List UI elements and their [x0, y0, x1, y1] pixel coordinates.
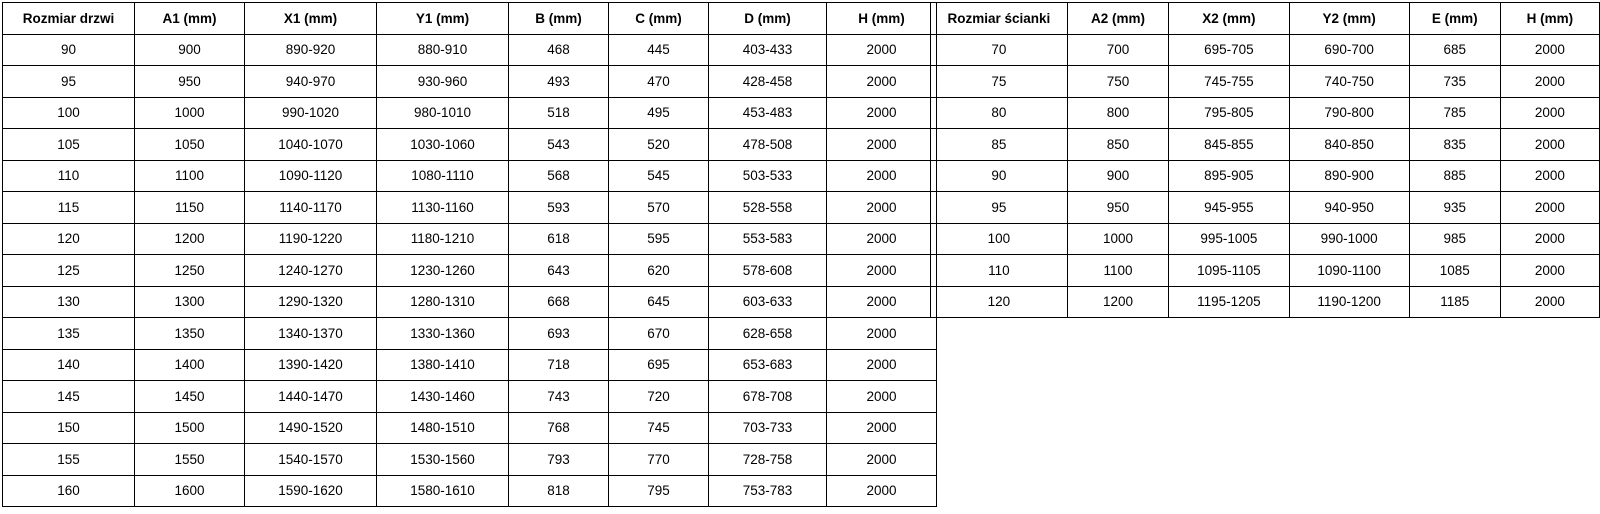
table-cell: 1590-1620	[245, 475, 377, 507]
table-cell: 718	[509, 349, 609, 381]
table-cell: 518	[509, 97, 609, 129]
table-row	[3, 286, 937, 318]
table-cell: 950	[1067, 192, 1168, 224]
table-row	[931, 223, 1600, 255]
table-cell: 645	[609, 286, 709, 318]
table-cell: 130	[3, 286, 135, 318]
column-header: B (mm)	[509, 3, 609, 35]
table-cell: 1380-1410	[377, 349, 509, 381]
table-cell: 653-683	[709, 349, 827, 381]
doors-table-body	[3, 34, 937, 507]
table-cell: 110	[931, 255, 1068, 287]
table-cell: 930-960	[377, 66, 509, 98]
table-cell: 1030-1060	[377, 129, 509, 161]
column-header: D (mm)	[709, 3, 827, 35]
table-cell: 785	[1409, 97, 1500, 129]
table-cell: 553-583	[709, 223, 827, 255]
table-cell: 628-658	[709, 318, 827, 350]
table-cell: 1290-1320	[245, 286, 377, 318]
table-cell: 2000	[1500, 223, 1599, 255]
table-cell: 728-758	[709, 444, 827, 476]
table-cell: 95	[3, 66, 135, 98]
table-cell: 850	[1067, 129, 1168, 161]
table-cell: 545	[609, 160, 709, 192]
table-cell: 493	[509, 66, 609, 98]
table-cell: 75	[931, 66, 1068, 98]
table-cell: 155	[3, 444, 135, 476]
table-row	[3, 444, 937, 476]
table-cell: 543	[509, 129, 609, 161]
table-cell: 1190-1200	[1289, 286, 1409, 318]
table-cell: 753-783	[709, 475, 827, 507]
table-cell: 120	[931, 286, 1068, 318]
table-cell: 790-800	[1289, 97, 1409, 129]
table-cell: 1190-1220	[245, 223, 377, 255]
table-cell: 528-558	[709, 192, 827, 224]
table-row	[3, 318, 937, 350]
table-cell: 840-850	[1289, 129, 1409, 161]
table-cell: 643	[509, 255, 609, 287]
table-cell: 603-633	[709, 286, 827, 318]
table-cell: 990-1020	[245, 97, 377, 129]
table-row	[931, 97, 1600, 129]
table-row	[931, 34, 1600, 66]
table-cell: 1090-1100	[1289, 255, 1409, 287]
table-cell: 1180-1210	[377, 223, 509, 255]
table-cell: 668	[509, 286, 609, 318]
table-row	[931, 129, 1600, 161]
table-cell: 468	[509, 34, 609, 66]
column-header: A2 (mm)	[1067, 3, 1168, 35]
table-cell: 578-608	[709, 255, 827, 287]
table-cell: 125	[3, 255, 135, 287]
table-cell: 470	[609, 66, 709, 98]
walls-table-container	[930, 2, 1600, 318]
table-cell: 990-1000	[1289, 223, 1409, 255]
table-cell: 900	[135, 34, 245, 66]
table-cell: 880-910	[377, 34, 509, 66]
table-cell: 768	[509, 412, 609, 444]
column-header: X2 (mm)	[1169, 3, 1289, 35]
table-cell: 740-750	[1289, 66, 1409, 98]
table-cell: 2000	[827, 34, 937, 66]
table-cell: 2000	[1500, 192, 1599, 224]
table-cell: 1500	[135, 412, 245, 444]
walls-table-body	[931, 34, 1600, 318]
table-cell: 503-533	[709, 160, 827, 192]
table-cell: 745-755	[1169, 66, 1289, 98]
table-cell: 693	[509, 318, 609, 350]
table-row	[3, 255, 937, 287]
table-cell: 120	[3, 223, 135, 255]
table-cell: 1430-1460	[377, 381, 509, 413]
table-cell: 1150	[135, 192, 245, 224]
table-cell: 770	[609, 444, 709, 476]
table-cell: 1280-1310	[377, 286, 509, 318]
table-cell: 1550	[135, 444, 245, 476]
table-cell: 2000	[1500, 97, 1599, 129]
table-cell: 845-855	[1169, 129, 1289, 161]
table-cell: 835	[1409, 129, 1500, 161]
table-cell: 2000	[827, 129, 937, 161]
table-cell: 80	[931, 97, 1068, 129]
table-cell: 110	[3, 160, 135, 192]
table-cell: 95	[931, 192, 1068, 224]
table-cell: 818	[509, 475, 609, 507]
table-cell: 140	[3, 349, 135, 381]
column-header: A1 (mm)	[135, 3, 245, 35]
table-cell: 980-1010	[377, 97, 509, 129]
table-cell: 2000	[1500, 160, 1599, 192]
table-cell: 793	[509, 444, 609, 476]
table-cell: 1250	[135, 255, 245, 287]
column-header: C (mm)	[609, 3, 709, 35]
table-cell: 885	[1409, 160, 1500, 192]
table-cell: 1095-1105	[1169, 255, 1289, 287]
table-cell: 1480-1510	[377, 412, 509, 444]
table-cell: 595	[609, 223, 709, 255]
table-cell: 690-700	[1289, 34, 1409, 66]
table-row	[3, 475, 937, 507]
table-cell: 695	[609, 349, 709, 381]
table-row	[3, 97, 937, 129]
table-cell: 1530-1560	[377, 444, 509, 476]
table-cell: 568	[509, 160, 609, 192]
table-cell: 1300	[135, 286, 245, 318]
table-cell: 495	[609, 97, 709, 129]
table-cell: 2000	[827, 97, 937, 129]
table-cell: 695-705	[1169, 34, 1289, 66]
table-cell: 150	[3, 412, 135, 444]
table-cell: 620	[609, 255, 709, 287]
table-cell: 950	[135, 66, 245, 98]
table-cell: 2000	[1500, 286, 1599, 318]
table-cell: 2000	[1500, 255, 1599, 287]
column-header: H (mm)	[1500, 3, 1599, 35]
table-cell: 85	[931, 129, 1068, 161]
table-cell: 1085	[1409, 255, 1500, 287]
table-cell: 1130-1160	[377, 192, 509, 224]
table-cell: 895-905	[1169, 160, 1289, 192]
table-cell: 1100	[135, 160, 245, 192]
column-header: Y2 (mm)	[1289, 3, 1409, 35]
table-cell: 1390-1420	[245, 349, 377, 381]
table-cell: 403-433	[709, 34, 827, 66]
table-cell: 945-955	[1169, 192, 1289, 224]
table-header-row	[931, 3, 1600, 35]
table-cell: 2000	[827, 192, 937, 224]
table-cell: 1540-1570	[245, 444, 377, 476]
table-cell: 985	[1409, 223, 1500, 255]
table-cell: 160	[3, 475, 135, 507]
walls-specification-table	[930, 2, 1600, 318]
table-cell: 1195-1205	[1169, 286, 1289, 318]
table-cell: 700	[1067, 34, 1168, 66]
table-cell: 795-805	[1169, 97, 1289, 129]
table-cell: 1080-1110	[377, 160, 509, 192]
table-cell: 1450	[135, 381, 245, 413]
table-cell: 453-483	[709, 97, 827, 129]
table-cell: 2000	[827, 412, 937, 444]
column-header: Y1 (mm)	[377, 3, 509, 35]
table-row	[3, 381, 937, 413]
table-cell: 90	[931, 160, 1068, 192]
table-cell: 1090-1120	[245, 160, 377, 192]
table-cell: 2000	[827, 318, 937, 350]
table-cell: 2000	[827, 286, 937, 318]
table-cell: 1200	[135, 223, 245, 255]
table-cell: 995-1005	[1169, 223, 1289, 255]
table-cell: 1490-1520	[245, 412, 377, 444]
table-row	[931, 66, 1600, 98]
table-cell: 1000	[135, 97, 245, 129]
table-row	[3, 223, 937, 255]
table-cell: 2000	[827, 223, 937, 255]
table-cell: 90	[3, 34, 135, 66]
table-cell: 135	[3, 318, 135, 350]
table-cell: 2000	[827, 160, 937, 192]
table-cell: 428-458	[709, 66, 827, 98]
table-cell: 570	[609, 192, 709, 224]
column-header: Rozmiar ścianki	[931, 3, 1068, 35]
table-cell: 1040-1070	[245, 129, 377, 161]
table-cell: 1350	[135, 318, 245, 350]
table-cell: 2000	[827, 349, 937, 381]
table-cell: 1230-1260	[377, 255, 509, 287]
table-cell: 445	[609, 34, 709, 66]
table-row	[3, 129, 937, 161]
table-cell: 2000	[1500, 34, 1599, 66]
table-row	[3, 192, 937, 224]
table-cell: 703-733	[709, 412, 827, 444]
table-cell: 935	[1409, 192, 1500, 224]
table-row	[931, 255, 1600, 287]
table-row	[931, 160, 1600, 192]
table-cell: 795	[609, 475, 709, 507]
table-cell: 2000	[827, 475, 937, 507]
table-cell: 743	[509, 381, 609, 413]
table-cell: 1340-1370	[245, 318, 377, 350]
table-cell: 890-920	[245, 34, 377, 66]
table-cell: 1100	[1067, 255, 1168, 287]
table-cell: 2000	[827, 66, 937, 98]
table-cell: 2000	[1500, 129, 1599, 161]
column-header: X1 (mm)	[245, 3, 377, 35]
table-cell: 1580-1610	[377, 475, 509, 507]
table-cell: 735	[1409, 66, 1500, 98]
table-cell: 685	[1409, 34, 1500, 66]
table-cell: 745	[609, 412, 709, 444]
table-header-row	[3, 3, 937, 35]
table-cell: 1000	[1067, 223, 1168, 255]
table-cell: 940-950	[1289, 192, 1409, 224]
table-cell: 1240-1270	[245, 255, 377, 287]
table-cell: 100	[3, 97, 135, 129]
table-cell: 1440-1470	[245, 381, 377, 413]
doors-specification-table	[2, 2, 937, 507]
table-cell: 2000	[827, 381, 937, 413]
table-cell: 940-970	[245, 66, 377, 98]
table-row	[931, 286, 1600, 318]
table-cell: 2000	[827, 255, 937, 287]
table-cell: 890-900	[1289, 160, 1409, 192]
table-cell: 520	[609, 129, 709, 161]
table-cell: 1200	[1067, 286, 1168, 318]
table-row	[3, 412, 937, 444]
table-cell: 1185	[1409, 286, 1500, 318]
column-header: Rozmiar drzwi	[3, 3, 135, 35]
doors-table-container	[2, 2, 937, 507]
table-row	[3, 66, 937, 98]
table-cell: 618	[509, 223, 609, 255]
table-cell: 70	[931, 34, 1068, 66]
table-cell: 1050	[135, 129, 245, 161]
table-cell: 670	[609, 318, 709, 350]
table-cell: 678-708	[709, 381, 827, 413]
table-cell: 1140-1170	[245, 192, 377, 224]
table-cell: 750	[1067, 66, 1168, 98]
table-cell: 593	[509, 192, 609, 224]
table-cell: 1330-1360	[377, 318, 509, 350]
table-cell: 720	[609, 381, 709, 413]
table-cell: 478-508	[709, 129, 827, 161]
column-header: E (mm)	[1409, 3, 1500, 35]
table-cell: 2000	[1500, 66, 1599, 98]
walls-table-head	[931, 3, 1600, 35]
table-cell: 2000	[827, 444, 937, 476]
table-cell: 105	[3, 129, 135, 161]
table-cell: 1600	[135, 475, 245, 507]
table-cell: 800	[1067, 97, 1168, 129]
column-header: H (mm)	[827, 3, 937, 35]
table-cell: 115	[3, 192, 135, 224]
table-cell: 100	[931, 223, 1068, 255]
table-cell: 1400	[135, 349, 245, 381]
table-cell: 900	[1067, 160, 1168, 192]
table-row	[3, 349, 937, 381]
table-row	[931, 192, 1600, 224]
table-row	[3, 160, 937, 192]
table-row	[3, 34, 937, 66]
doors-table-head	[3, 3, 937, 35]
table-cell: 145	[3, 381, 135, 413]
